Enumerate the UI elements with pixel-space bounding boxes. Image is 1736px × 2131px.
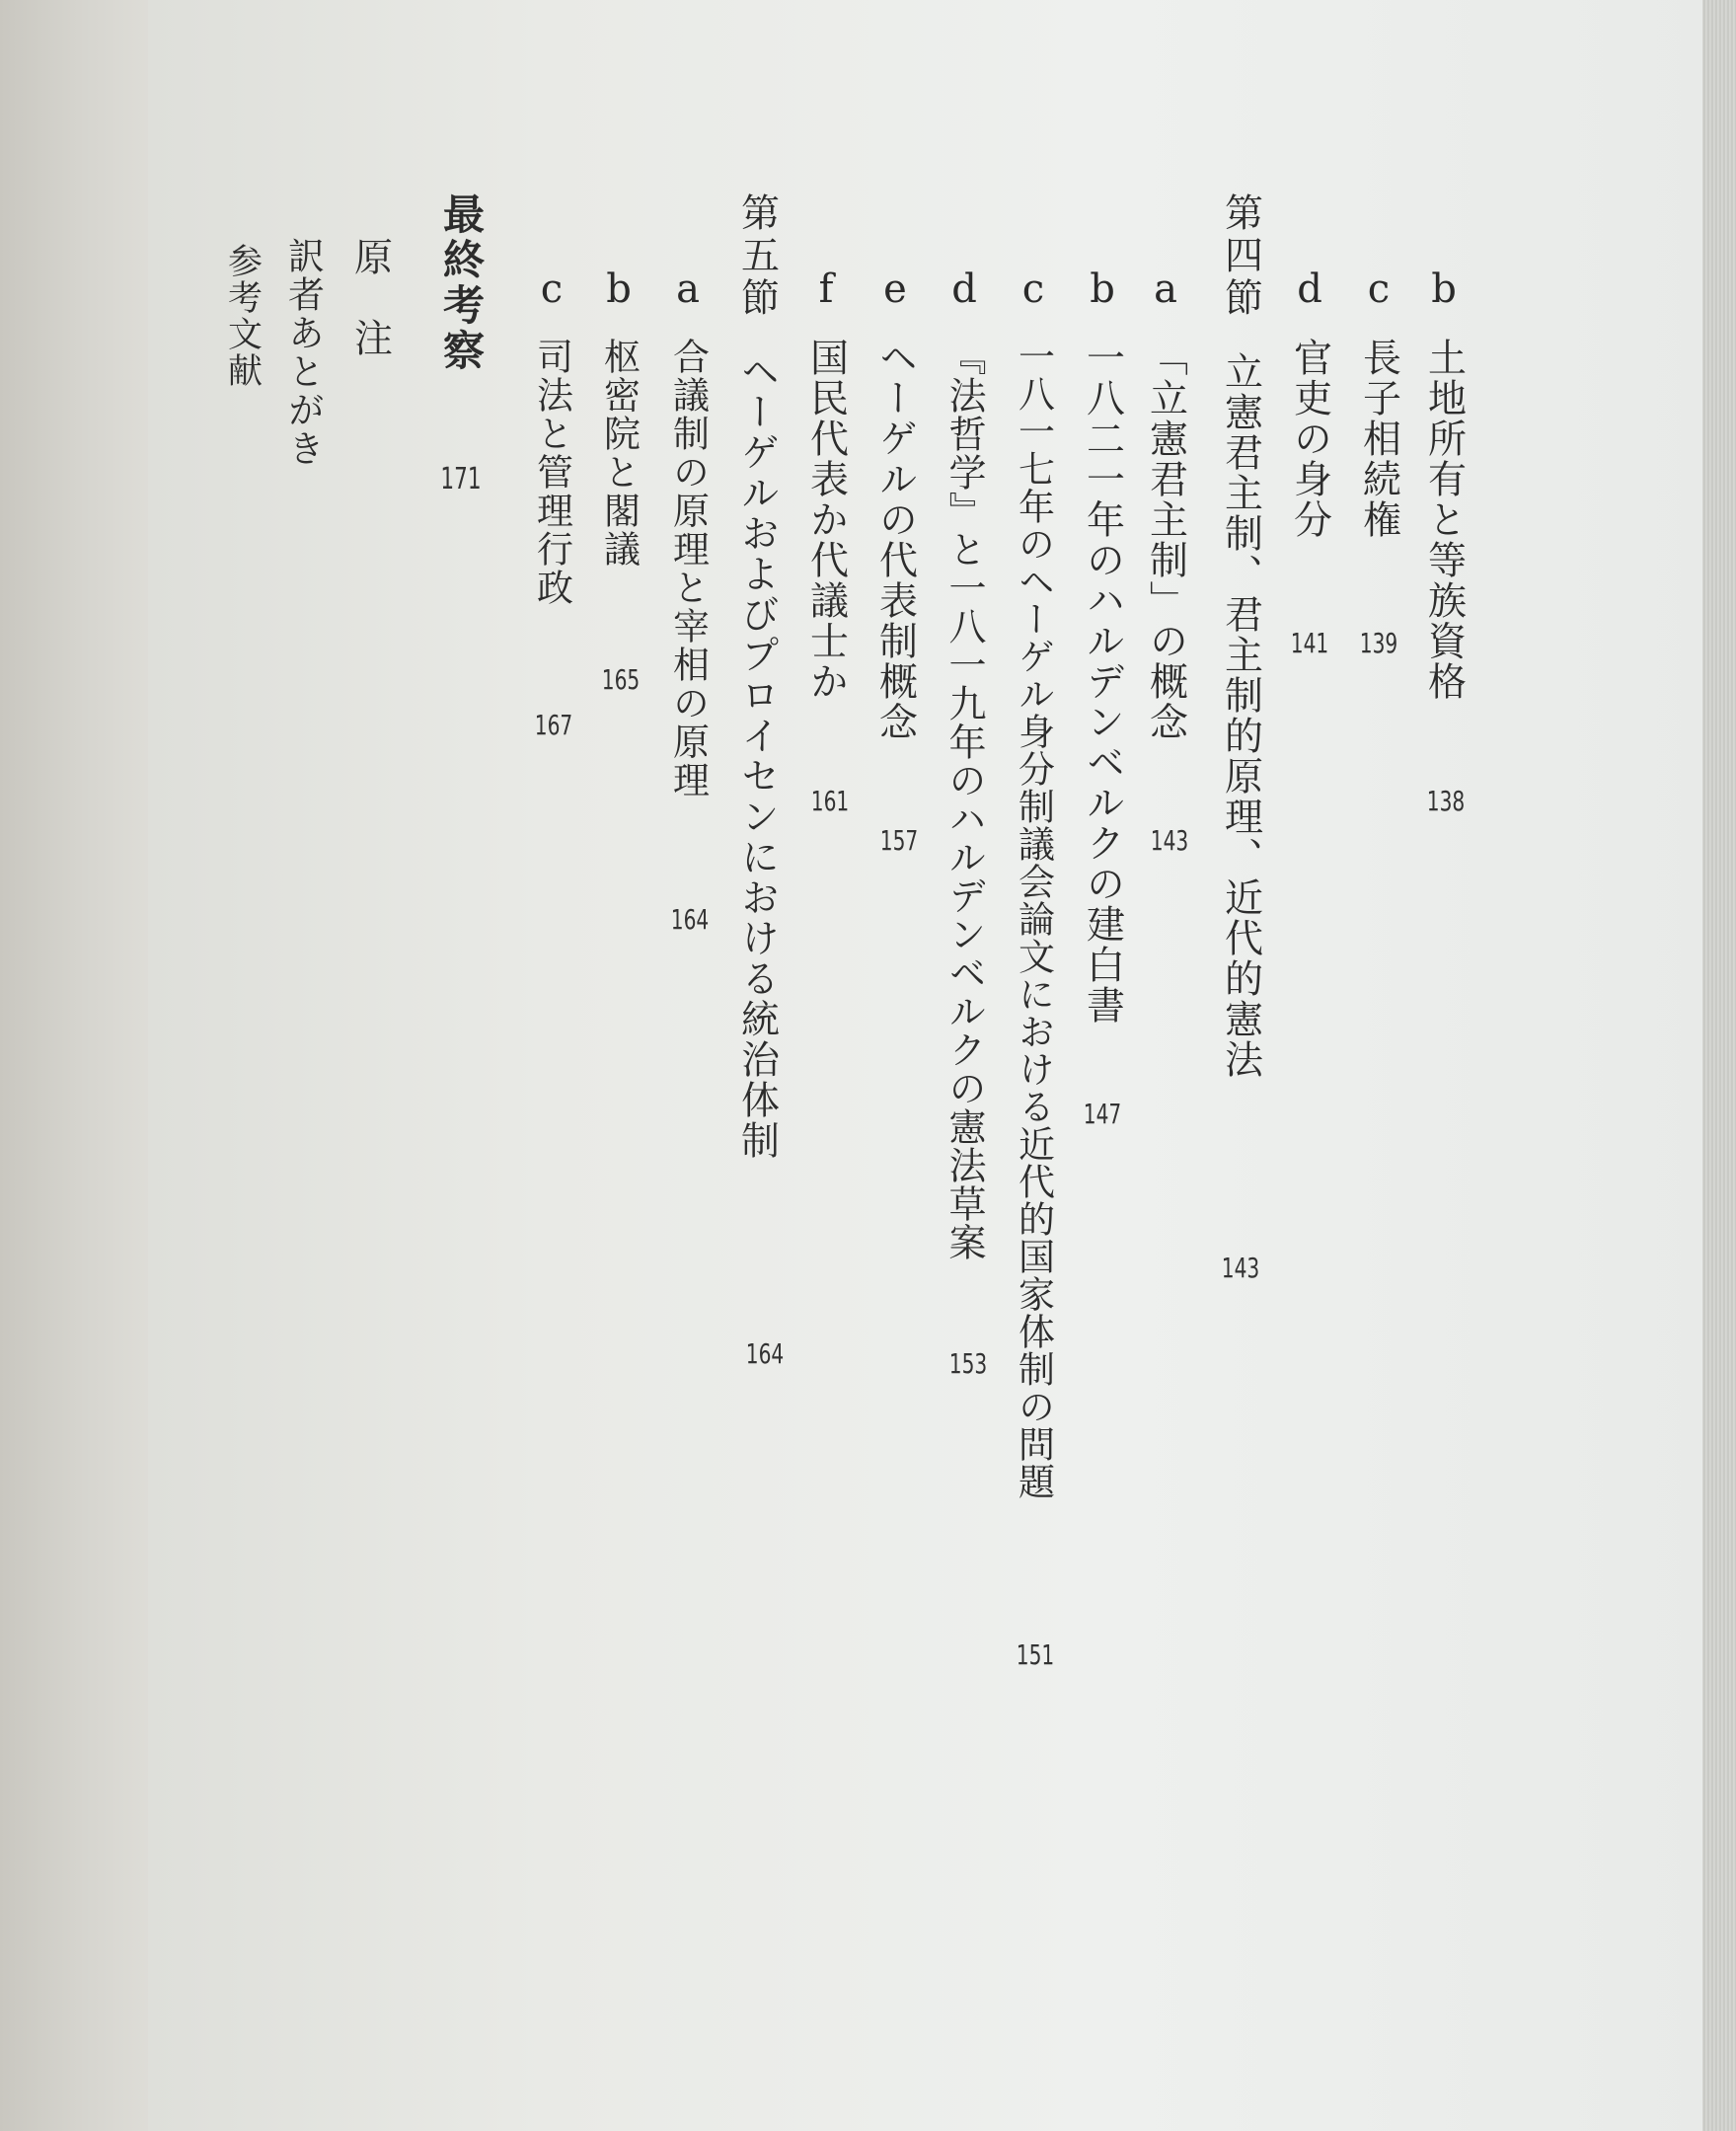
toc-page-number: 147 bbox=[1083, 1098, 1122, 1130]
toc-title: 一八一七年のヘーゲル身分制議会論文における近代的国家体制の問題 bbox=[1012, 338, 1055, 1500]
toc-page-number: 161 bbox=[810, 785, 850, 817]
toc-title: 「立憲君主制」の概念 bbox=[1143, 338, 1188, 742]
toc-entry bbox=[657, 266, 718, 799]
toc-title: 土地所有と等族資格 bbox=[1421, 338, 1467, 702]
toc-page-number: 164 bbox=[670, 903, 710, 936]
toc-section-marker: 第五節 bbox=[734, 192, 780, 320]
toc-title: 国民代表か代議士か bbox=[803, 338, 849, 702]
page-edge bbox=[1702, 0, 1736, 2131]
toc-entry bbox=[588, 266, 649, 569]
toc-page-number: 157 bbox=[879, 824, 919, 857]
toc-marker: f bbox=[818, 266, 834, 312]
toc-page-number: 171 bbox=[440, 462, 482, 496]
toc-entry bbox=[1348, 266, 1409, 540]
toc-entry bbox=[1413, 266, 1474, 702]
toc-marker: b bbox=[1431, 266, 1457, 312]
toc-entry bbox=[865, 266, 926, 742]
toc-title: 立憲君主制、君主制的原理、近代的憲法 bbox=[1218, 351, 1263, 1080]
toc-title: 合議制の原理と宰相の原理 bbox=[666, 338, 710, 799]
toc-title: 『法哲学』と一八一九年のハルデンベルクの憲法草案 bbox=[943, 338, 986, 1261]
toc-page-number: 165 bbox=[601, 663, 641, 696]
toc-title: 長子相続権 bbox=[1356, 338, 1401, 540]
toc-page-number: 138 bbox=[1426, 785, 1466, 817]
toc-title: ヘーゲルの代表制概念 bbox=[872, 338, 918, 742]
toc-marker: b bbox=[606, 266, 632, 312]
toc-marker: a bbox=[676, 266, 700, 312]
toc-entry bbox=[211, 243, 272, 389]
toc-entry bbox=[1135, 266, 1196, 742]
toc-marker: c bbox=[1021, 266, 1045, 312]
toc-title: 官吏の身分 bbox=[1287, 338, 1332, 540]
toc-page-number: 151 bbox=[1016, 1638, 1055, 1671]
toc-title: 訳者あとがき bbox=[281, 237, 325, 468]
toc-entry bbox=[272, 237, 334, 468]
toc-title: 一八二一年のハルデンベルクの建白書 bbox=[1080, 338, 1125, 1026]
toc-page-number: 139 bbox=[1359, 627, 1398, 659]
toc-final-entry bbox=[430, 192, 491, 374]
toc-entry bbox=[1003, 266, 1064, 1500]
toc-page-number: 164 bbox=[745, 1337, 785, 1370]
toc-title: 司法と管理行政 bbox=[530, 338, 573, 607]
toc-marker: d bbox=[951, 266, 977, 312]
toc-section-marker: 第四節 bbox=[1218, 192, 1263, 320]
toc-marker: a bbox=[1154, 266, 1177, 312]
toc-entry bbox=[934, 266, 995, 1261]
toc-section-entry bbox=[1210, 192, 1271, 1080]
toc-entry bbox=[1072, 266, 1133, 1026]
toc-entry bbox=[340, 237, 401, 358]
toc-title: 参考文献 bbox=[222, 243, 263, 389]
toc-page-number: 143 bbox=[1221, 1252, 1260, 1284]
toc-entry bbox=[1279, 266, 1340, 540]
toc-marker: e bbox=[883, 266, 907, 312]
toc-page-number: 167 bbox=[534, 709, 573, 741]
toc-marker: c bbox=[1367, 266, 1391, 312]
toc-title: ヘーゲルおよびプロイセンにおける統治体制 bbox=[734, 351, 780, 1161]
toc-title: 原 注 bbox=[347, 237, 393, 358]
toc-marker: d bbox=[1297, 266, 1322, 312]
toc-page-number: 153 bbox=[948, 1347, 988, 1380]
toc-section-entry bbox=[726, 192, 788, 1161]
toc-entry bbox=[521, 266, 582, 607]
toc-marker: b bbox=[1090, 266, 1115, 312]
toc-marker: c bbox=[540, 266, 564, 312]
toc-page-number: 143 bbox=[1150, 824, 1189, 857]
toc-page-number: 141 bbox=[1290, 627, 1329, 659]
toc-entry bbox=[795, 266, 857, 702]
toc-title: 最終考察 bbox=[437, 192, 486, 374]
toc-title: 枢密院と閣議 bbox=[597, 338, 641, 569]
